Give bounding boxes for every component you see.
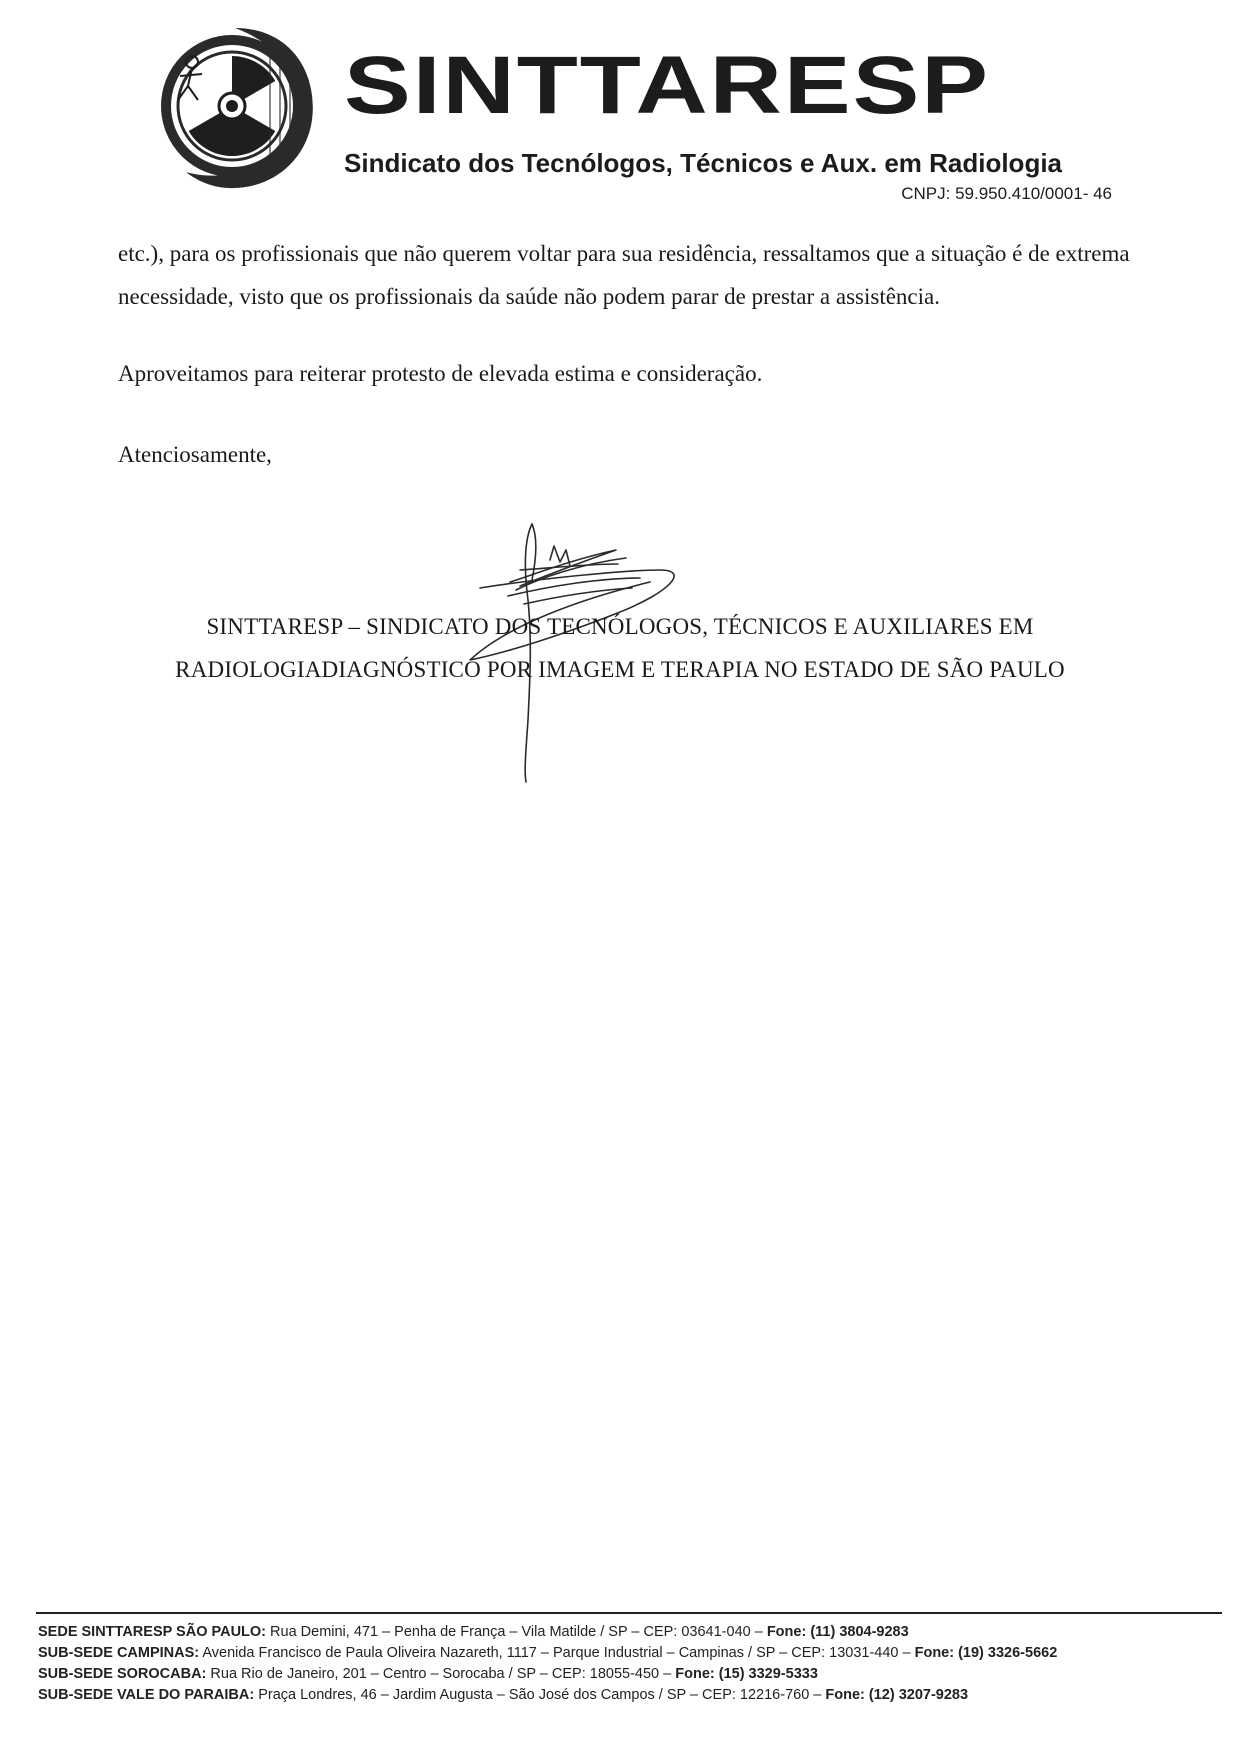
- signatory-line-2: RADIOLOGIADIAGNÓSTICO POR IMAGEM E TERAPIA NO ESTADO DE SÃO PAULO: [175, 657, 1065, 682]
- footer-sub-campinas: [38, 1643, 1228, 1664]
- footer-address: Avenida Francisco de Paula Oliveira Nazareth, 1117 – Parque Industrial – Campinas / SP – CEP: 13031-440 –: [199, 1645, 915, 1661]
- signatory-block: [0, 605, 1240, 691]
- footer-phone: Fone: (19) 3326-5662: [914, 1645, 1058, 1661]
- footer-label: SUB-SEDE VALE DO PARAIBA:: [38, 1687, 255, 1703]
- footer-address: Rua Rio de Janeiro, 201 – Centro – Sorocaba / SP – CEP: 18055-450 –: [206, 1666, 676, 1682]
- footer-address: Rua Demini, 471 – Penha de França – Vila Matilde / SP – CEP: 03641-040 –: [266, 1624, 767, 1640]
- brand-name: SINTTARESP: [344, 39, 990, 131]
- footer-addresses: [38, 1622, 1228, 1706]
- paragraph-2: Aproveitamos para reiterar protesto de elevada estima e consideração.: [118, 361, 763, 386]
- footer-sub-vale: [38, 1685, 1228, 1706]
- letterhead: [0, 0, 1240, 220]
- brand-subtitle: Sindicato dos Tecnólogos, Técnicos e Aux. em Radiologia: [344, 148, 1063, 178]
- signatory-line-1: SINTTARESP – SINDICATO DOS TECNÓLOGOS, TÉCNICOS E AUXILIARES EM: [206, 614, 1034, 639]
- footer-address: Praça Londres, 46 – Jardim Augusta – São José dos Campos / SP – CEP: 12216-760 –: [254, 1687, 826, 1703]
- paragraph-1: etc.), para os profissionais que não querem voltar para sua residência, ressaltamos que a situação é de extrema necessidade, visto que os profissionais da saúde não podem parar de prestar a assistência.: [118, 241, 1130, 309]
- footer-phone: Fone: (12) 3207-9283: [825, 1687, 969, 1703]
- brand-cnpj: CNPJ: 59.950.410/0001- 46: [901, 184, 1112, 203]
- footer-sub-sorocaba: [38, 1664, 1228, 1685]
- footer-label: SEDE SINTTARESP SÃO PAULO:: [38, 1624, 266, 1640]
- footer-divider: [36, 1612, 1222, 1614]
- radiation-logo-icon: [150, 22, 320, 197]
- letter-body: [118, 232, 1138, 476]
- footer-label: SUB-SEDE CAMPINAS:: [38, 1645, 200, 1661]
- footer-phone: Fone: (11) 3804-9283: [766, 1624, 909, 1640]
- closing: Atenciosamente,: [118, 442, 272, 467]
- footer-phone: Fone: (15) 3329-5333: [675, 1666, 818, 1682]
- footer-label: SUB-SEDE SOROCABA:: [38, 1666, 207, 1682]
- footer-sede-sp: [38, 1622, 1228, 1643]
